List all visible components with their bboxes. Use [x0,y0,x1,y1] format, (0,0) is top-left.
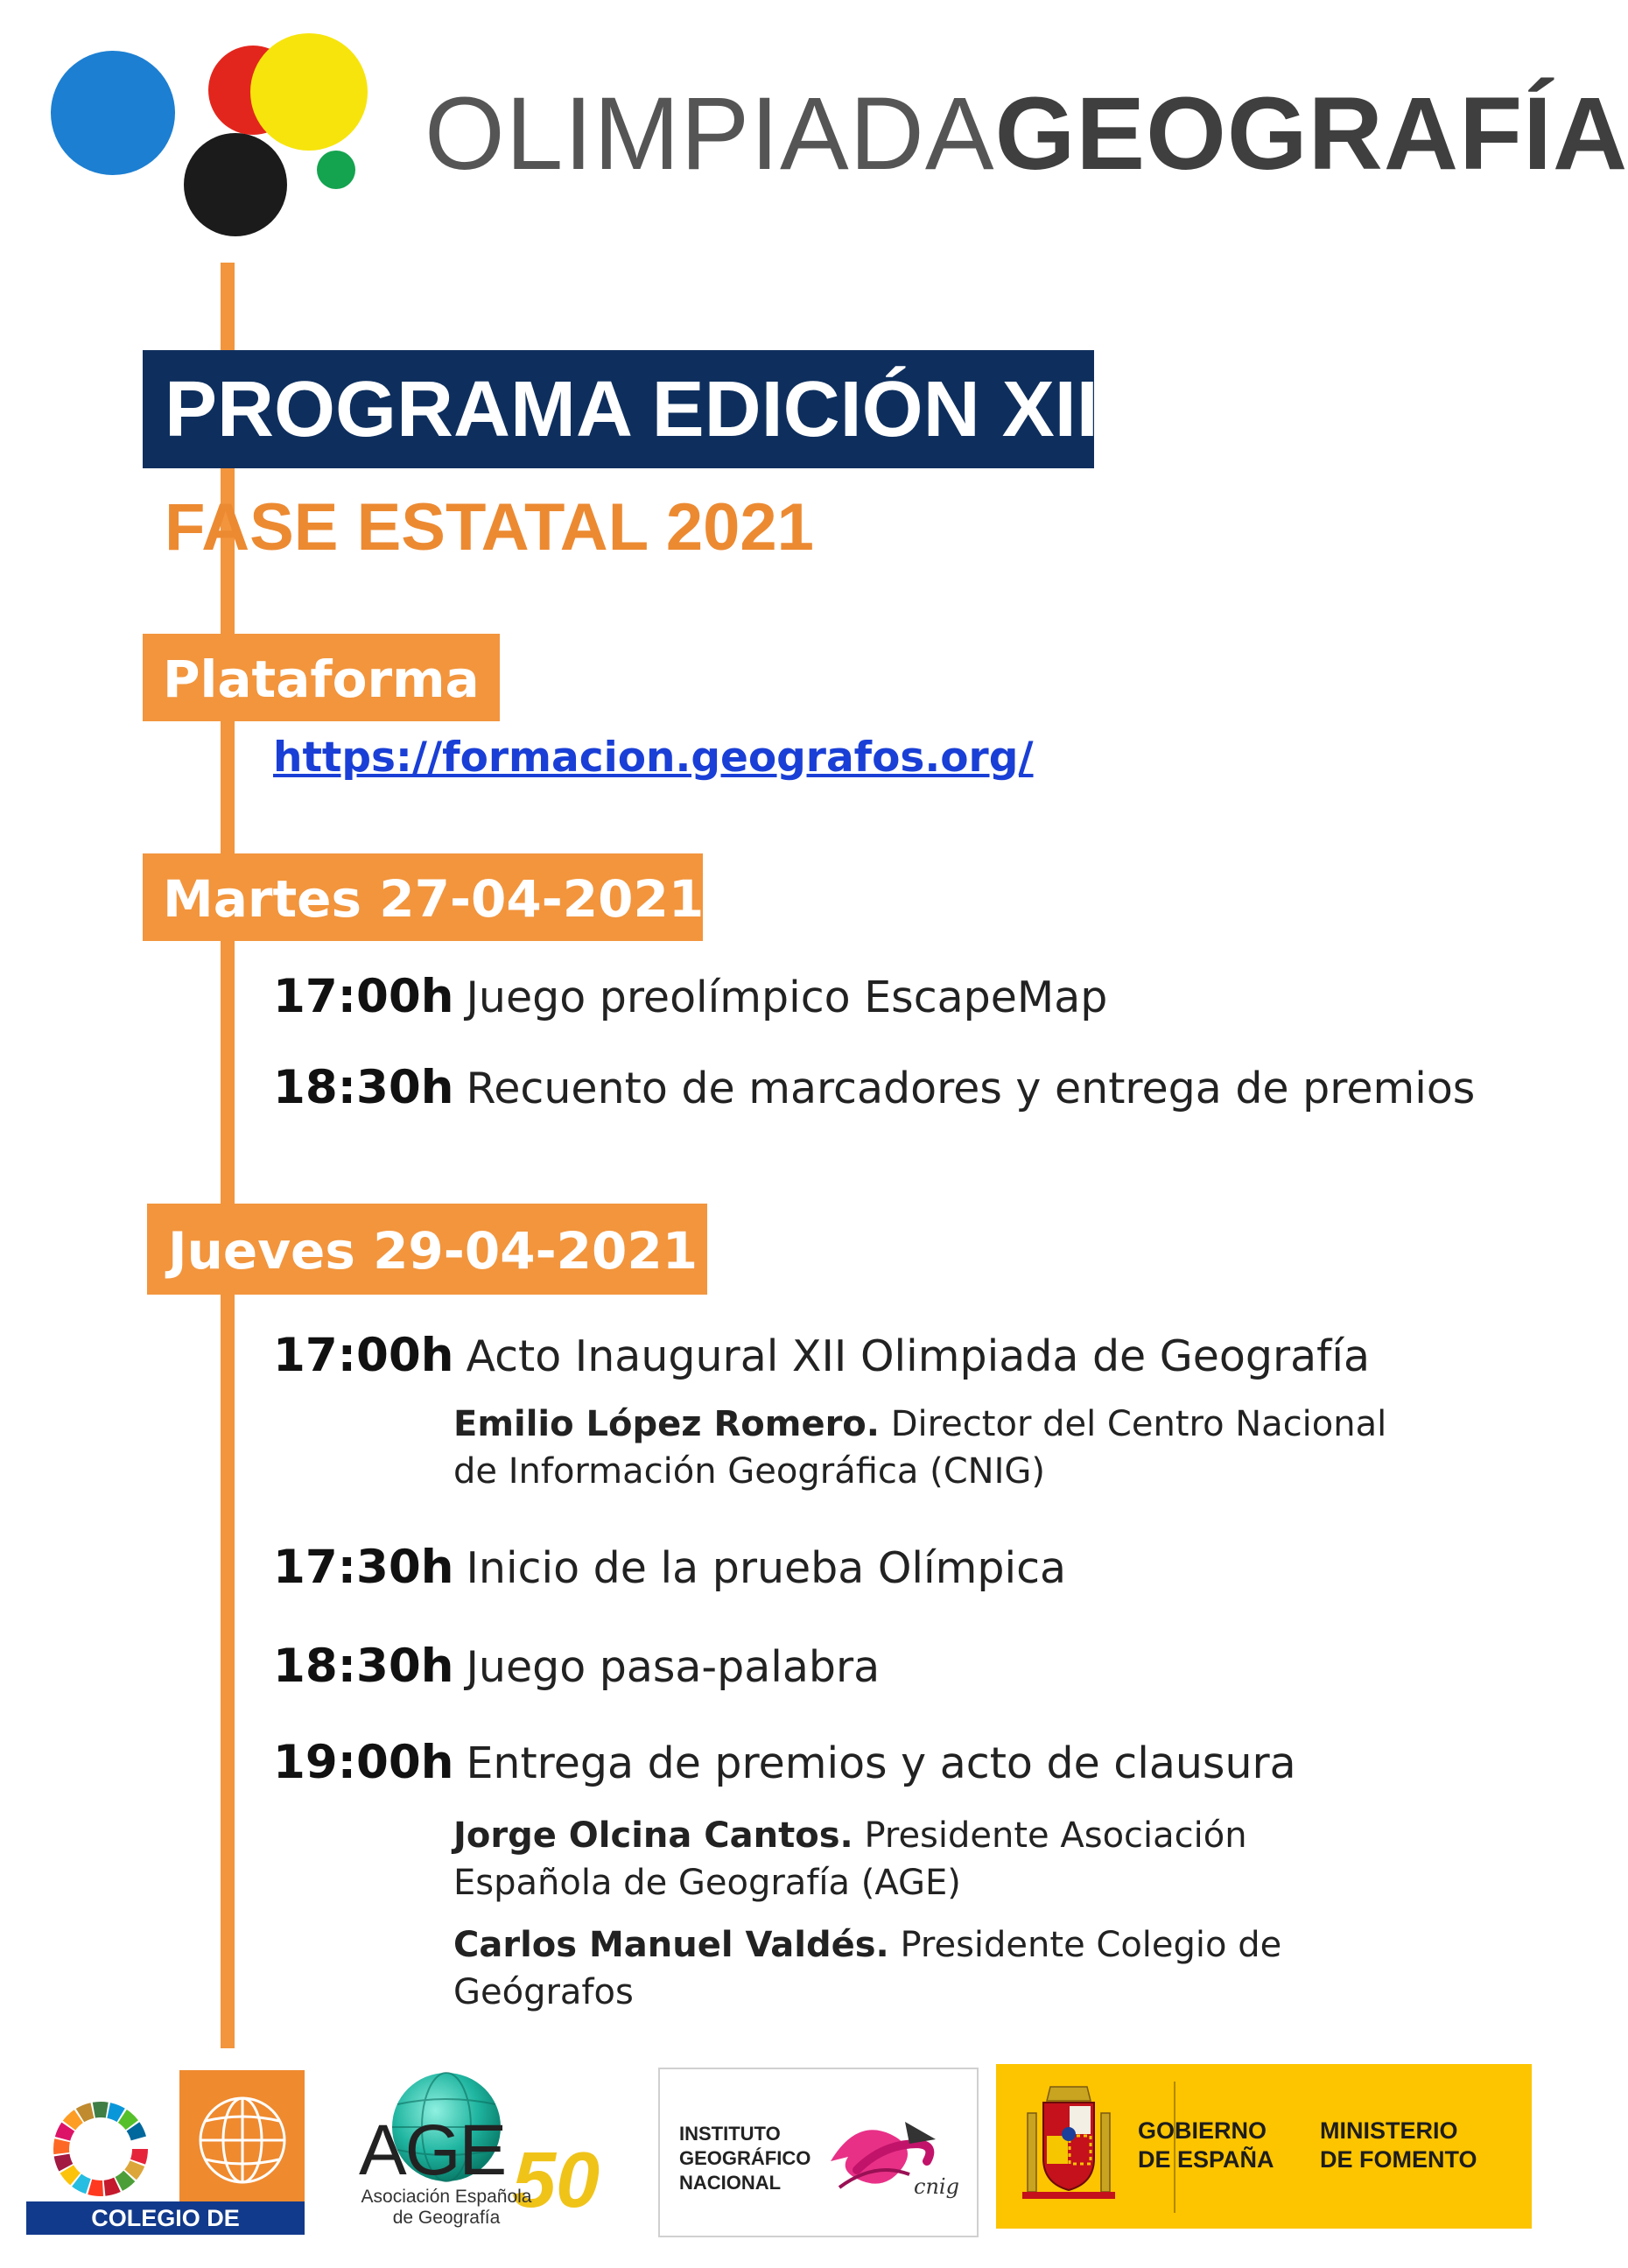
day2-event-4 [273,1736,1296,1789]
sdg-wheel-icon [48,2096,153,2201]
event-title: Juego pasa-palabra [466,1642,881,1692]
logo-text-bold: GEOGRAFÍA [994,76,1628,192]
event-title: Juego preolímpico EscapeMap [466,973,1108,1022]
event-time: 17:30h [273,1541,454,1594]
program-title: PROGRAMA EDICIÓN XII [165,366,1098,453]
logo-wordmark [425,68,1628,200]
age-wordmark: AGE [359,2110,506,2190]
day1-event-2 [273,1061,1475,1114]
coat-of-arms-icon [1021,2080,1117,2211]
day2-event-3 [273,1640,880,1693]
globe-grid-icon [179,2070,305,2210]
event-time: 17:00h [273,1329,454,1382]
age-subtitle: Asociación Española de Geografía [361,2187,532,2228]
logo-blue-dot [51,51,175,175]
gobierno-text: GOBIERNO DE ESPAÑA [1138,2117,1274,2173]
logo-black-dot [184,133,287,236]
speaker-role: Presidente Colegio de Geógrafos [453,1925,1282,2012]
day2-header: Jueves 29-04-2021 [168,1221,698,1281]
cnig-label: cnig [914,2174,959,2199]
logo-green-dot [317,151,355,189]
day2-event-1 [273,1329,1370,1382]
speaker-role: Presidente Asociación Española de Geografía (AGE) [453,1815,1247,1903]
footer-logos [0,2057,1552,2264]
speaker-name: Carlos Manuel Valdés. [453,1925,889,1965]
event-time: 18:30h [273,1640,454,1693]
speaker-name: Jorge Olcina Cantos. [453,1815,853,1856]
event-time: 17:00h [273,970,454,1023]
event-title: Entrega de premios y acto de clausura [466,1738,1296,1788]
speaker-2 [453,1812,1416,1906]
gobierno-logo-box [996,2064,1532,2229]
event-time: 18:30h [273,1061,454,1114]
speaker-role: Director del Centro Nacional de Información Geográfica (CNIG) [453,1404,1387,1492]
event-title: Acto Inaugural XII Olimpiada de Geografía [466,1331,1371,1381]
event-title: Recuento de marcadores y entrega de premios [466,1064,1476,1113]
colegio-label: COLEGIO DE GEÓGRAFOS [26,2201,305,2235]
ign-logo-box [658,2068,979,2237]
logo-yellow-dot [250,33,368,151]
platform-link[interactable]: https://formacion.geografos.org/ [273,734,1034,782]
platform-header: Plataforma [163,650,480,709]
program-subtitle: FASE ESTATAL 2021 [165,490,814,565]
speaker-1 [453,1401,1416,1495]
event-title: Inicio de la prueba Olímpica [466,1543,1067,1593]
speaker-3 [453,1921,1416,2016]
day2-event-2 [273,1541,1066,1594]
colegio-logo-square [179,2070,305,2210]
ign-text: INSTITUTO GEOGRÁFICO NACIONAL [679,2123,811,2194]
event-time: 19:00h [273,1736,454,1789]
logo-text-light: OLIMPIADA [425,76,995,192]
day1-header: Martes 27-04-2021 [163,869,705,929]
ministerio-text: MINISTERIO DE FOMENTO [1320,2117,1477,2173]
age-50-number: 50 [512,2137,600,2224]
day1-event-1 [273,970,1107,1023]
speaker-name: Emilio López Romero. [453,1404,880,1444]
